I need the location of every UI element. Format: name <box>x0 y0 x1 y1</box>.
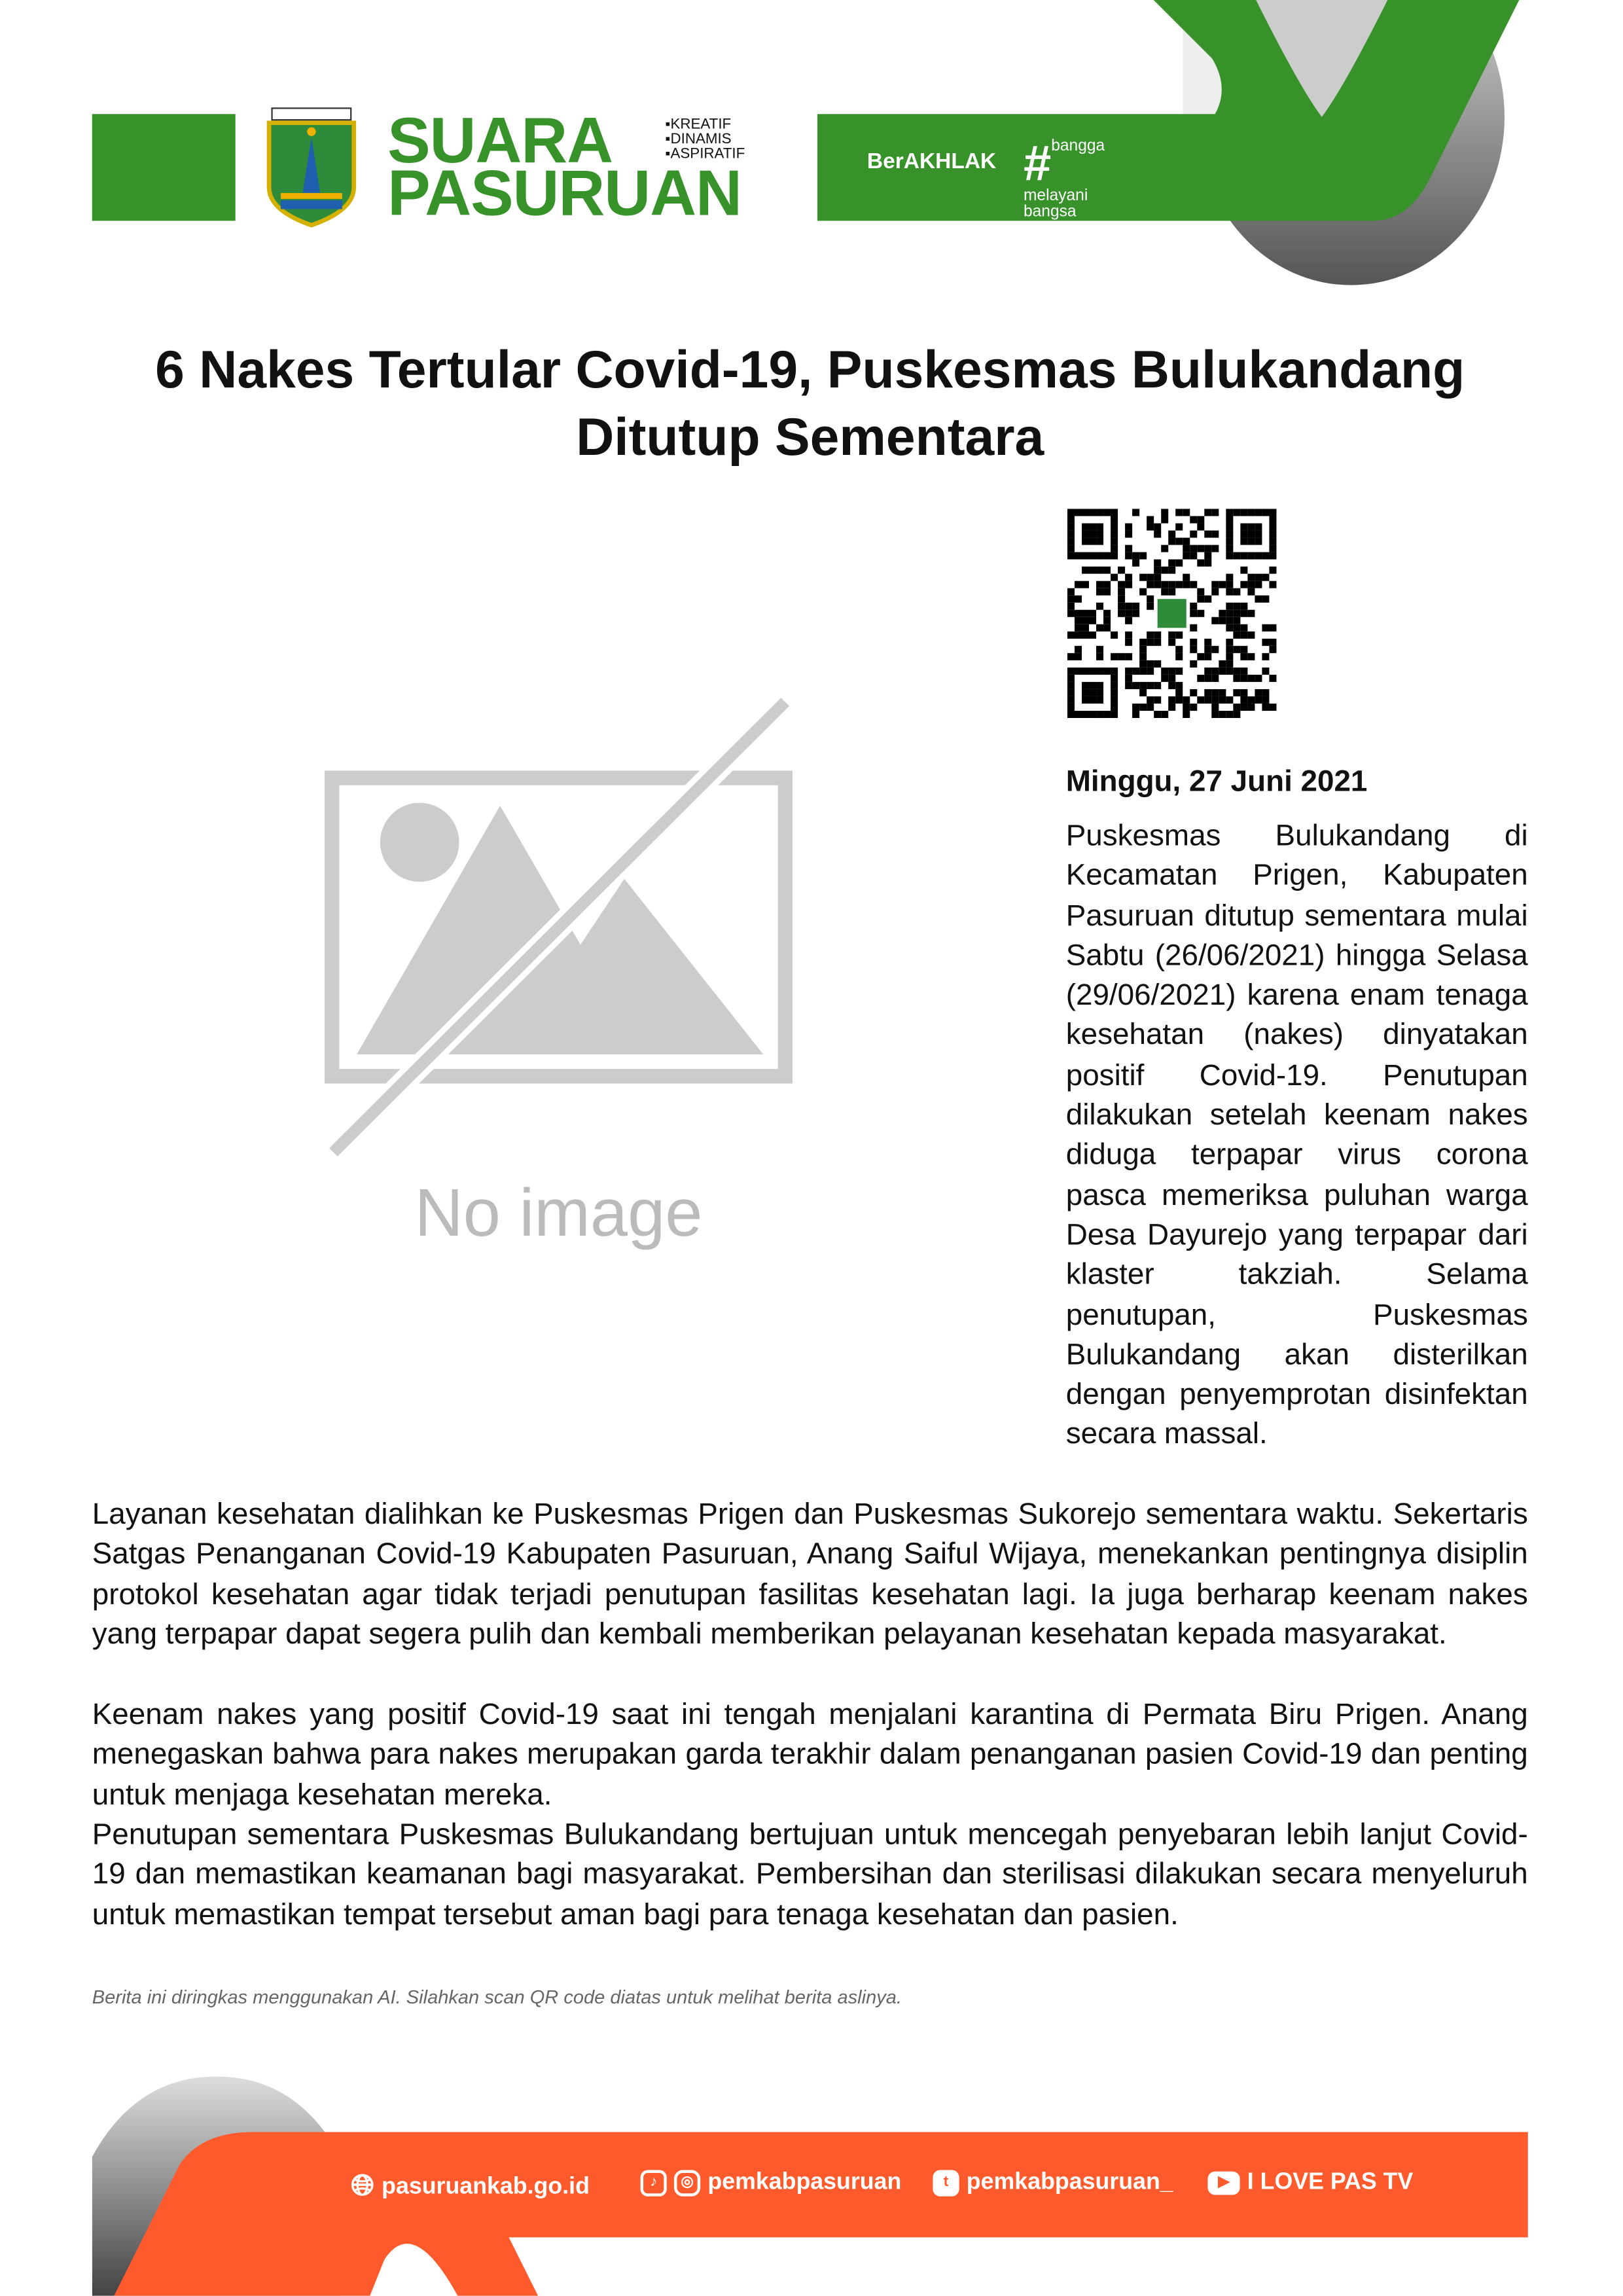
footer-website-link[interactable]: 🌐︎ pasuruankab.go.id <box>351 2170 590 2204</box>
article-lead: Puskesmas Bulukandang di Kecamatan Prigen, Kabupaten Pasuruan ditutup sementara mulai Sabtu (26/06/2021) hingga Selasa (29/06/2021) karena enam tenaga kesehatan (nakes) dinyatakan positif Covid-19. Penutupan dilakukan setelah keenam nakes diduga terpapar virus corona pasca memeriksa puluhan warga Desa Dayurejo yang terpapar dari klaster takziah. Selama penutupan, Puskesmas Bulukandang akan disterilkan dengan penyemprotan disinfektan secara massal. <box>1065 819 1528 1452</box>
article-title: 6 Nakes Tertular Covid-19, Puskesmas Bulukandang Ditutup Sementara <box>155 339 1465 467</box>
twitter-icon: t <box>933 2170 959 2197</box>
ai-summary-note: Berita ini diringkas menggunakan AI. Silahkan scan QR code diatas untuk melihat berita aslinya. <box>92 1986 902 2008</box>
tiktok-icon: ♪ <box>641 2170 667 2197</box>
header-banner-graphic <box>817 0 1534 293</box>
article-paragraph: Penutupan sementara Puskesmas Bulukandang bertujuan untuk mencegah penyebaran lebih lanjut Covid-19 dan memastikan keamanan bagi masyarakat. Pembersihan dan sterilisasi dilakukan secara menyeluruh untuk memastikan tempat tersebut aman bagi para tenaga kesehatan dan pasien. <box>92 1818 1528 1931</box>
berakhlak-logo: BerAKHLAK <box>866 149 997 174</box>
article-paragraph: Keenam nakes yang positif Covid-19 saat ini tengah menjalani karantina di Permata Biru Prigen. Anang menegaskan bahwa para nakes merupakan garda terakhir dalam penanganan pasien Covid-19 dan penting untuk menjaga kesehatan mereka. <box>92 1697 1528 1812</box>
brand-pasuruan: PASURUAN <box>387 158 741 230</box>
globe-icon: 🌐︎ <box>351 2170 374 2202</box>
brand-suara: SUARA <box>387 105 613 177</box>
bangga-melayani-bangsa-logo: # bangga melayani bangsa <box>1023 135 1105 221</box>
no-image-label: No image <box>414 1174 703 1251</box>
tagline: ▪KREATIF <box>665 117 732 134</box>
qr-code[interactable] <box>1067 509 1276 718</box>
instagram-icon: ◎ <box>674 2170 700 2197</box>
tagline: ▪DINAMIS <box>665 132 732 148</box>
article-paragraph: Layanan kesehatan dialihkan ke Puskesmas Prigen dan Puskesmas Sukorejo sementara waktu. Sekertaris Satgas Penanganan Covid-19 Kabupaten Pasuruan, Anang Saiful Wijaya, menekankan pentingnya disiplin protokol kesehatan agar tidak terjadi penutupan fasilitas kesehatan lagi. Ia juga berharap keenam nakes yang terpapar dapat segera pulih dan kembali memberikan pelayanan kesehatan kepada masyarakat. <box>92 1497 1528 1651</box>
footer-twitter-link[interactable]: t pemkabpasuruan_ <box>933 2170 1173 2197</box>
article-date: Minggu, 27 Juni 2021 <box>1065 764 1368 798</box>
tagline: ▪ASPIRATIF <box>665 146 745 162</box>
pasuruan-emblem-logo <box>260 105 363 228</box>
header-green-block <box>92 114 236 221</box>
no-image-icon <box>325 696 795 1160</box>
footer-youtube-link[interactable]: ▶ I LOVE PAS TV <box>1207 2170 1413 2197</box>
youtube-icon: ▶ <box>1207 2172 1240 2195</box>
footer-instagram-link[interactable]: ♪ ◎ pemkabpasuruan <box>641 2170 902 2197</box>
